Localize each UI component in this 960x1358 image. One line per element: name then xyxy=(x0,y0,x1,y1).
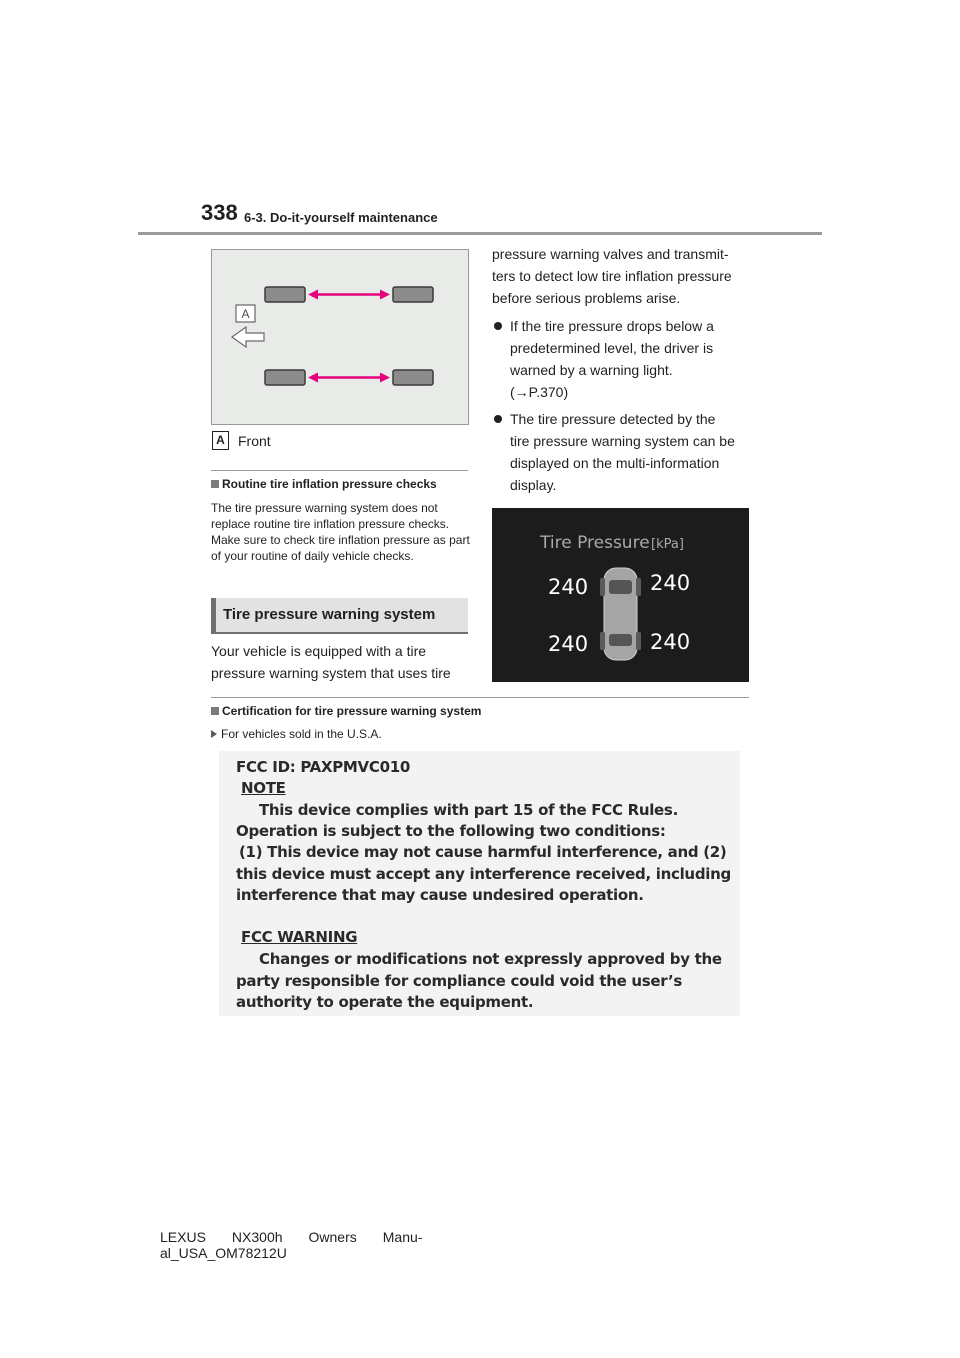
bullet2-line-2: tire pressure warning system can be xyxy=(510,433,735,449)
front-direction-arrow-icon xyxy=(232,327,264,347)
fcc-warning-line-3: authority to operate the equipment. xyxy=(236,993,534,1011)
heading-bar xyxy=(211,598,216,634)
section-title: 6-3. Do-it-yourself maintenance xyxy=(244,210,438,225)
legend-badge: A xyxy=(212,431,229,450)
routine-heading-text: Routine tire inflation pressure checks xyxy=(222,477,437,491)
tire-rear-right-icon xyxy=(393,370,433,385)
fcc-note-line-5: interference that may cause undesired operation. xyxy=(236,886,644,904)
footer-brand: LEXUS xyxy=(160,1229,206,1245)
bullet2-line-1: The tire pressure detected by the xyxy=(510,411,716,427)
fcc-note-line-4: this device must accept any interference received, including xyxy=(236,865,731,883)
tpws-intro-line-1: Your vehicle is equipped with a tire xyxy=(211,643,427,659)
display-title: Tire Pressure xyxy=(540,533,650,553)
bullet1-line-4: (→P.370) xyxy=(510,384,569,400)
footer-line-2: al_USA_OM78212U xyxy=(160,1245,287,1261)
square-bullet-icon xyxy=(211,480,219,488)
display-unit: [kPa] xyxy=(651,537,684,552)
footer-line-1 xyxy=(160,1229,422,1245)
footer xyxy=(160,1229,422,1261)
footer-manu: Manu- xyxy=(382,1229,423,1245)
label-a: A xyxy=(241,307,250,321)
tire-rear-left-icon xyxy=(393,287,433,302)
header-divider xyxy=(138,232,822,235)
tire-front-right-icon xyxy=(265,370,305,385)
fcc-warning-heading: FCC WARNING xyxy=(241,928,358,946)
car-top-view-icon xyxy=(600,568,641,660)
tpws-cont-line-2: ters to detect low tire inflation pressure xyxy=(492,268,732,284)
tpws-intro-line-2: pressure warning system that uses tire xyxy=(211,665,451,681)
fcc-note-line-3: (1) This device may not cause harmful interference, and (2) xyxy=(239,843,727,861)
footer-owners: Owners xyxy=(308,1229,357,1245)
bullet1-line-1: If the tire pressure drops below a xyxy=(510,318,714,334)
bullet1-line-2: predetermined level, the driver is xyxy=(510,340,714,356)
bullet-display xyxy=(492,408,752,496)
pressure-front-right: 240 xyxy=(650,571,691,595)
tpws-heading-text: Tire pressure warning system xyxy=(223,606,436,623)
bullet2-line-3: displayed on the multi-information xyxy=(510,455,720,471)
legend-text: Front xyxy=(238,432,271,449)
fcc-statement xyxy=(219,751,740,1016)
pressure-front-left: 240 xyxy=(548,575,589,599)
figure-legend xyxy=(212,431,271,450)
footer-model: NX300h xyxy=(231,1229,283,1245)
pressure-rear-left: 240 xyxy=(548,632,589,656)
bullet2-line-4: display. xyxy=(510,477,557,493)
fcc-warning-line-2: party responsible for compliance could void the user’s xyxy=(236,972,683,990)
fcc-warning-line-1: Changes or modifications not expressly approved by the xyxy=(259,950,722,968)
routine-heading xyxy=(211,477,437,491)
routine-text: The tire pressure warning system does not replace routine tire inflation pressure checks. Make sure to check tire inflation pressure as part of your routine of daily vehicle checks. xyxy=(211,501,470,563)
routine-divider xyxy=(211,470,468,471)
tire-diagram xyxy=(211,249,469,425)
fcc-id: FCC ID: PAXPMVC010 xyxy=(236,758,410,776)
tpws-heading xyxy=(211,598,468,634)
tire-pressure-display xyxy=(492,508,749,682)
bullet-dot-icon xyxy=(494,415,502,423)
certification-heading-text: Certification for tire pressure warning system xyxy=(222,704,482,718)
pressure-rear-right: 240 xyxy=(650,630,691,654)
triangle-bullet-icon xyxy=(211,730,217,738)
tire-diagram-graphic xyxy=(212,250,468,424)
page-number: 338 xyxy=(201,200,238,225)
rotation-arrow-top-icon xyxy=(308,290,390,300)
region-text: For vehicles sold in the U.S.A. xyxy=(221,727,382,741)
certification-divider xyxy=(211,697,749,698)
fcc-note-line-1: This device complies with part 15 of the FCC Rules. xyxy=(259,801,678,819)
bullet1-line-3: warned by a warning light. xyxy=(510,362,673,378)
bullet-warning-light xyxy=(492,315,752,403)
tire-front-left-icon xyxy=(265,287,305,302)
square-bullet-icon xyxy=(211,707,219,715)
fcc-note-heading: NOTE xyxy=(241,779,286,797)
rotation-arrow-bottom-icon xyxy=(308,373,390,383)
certification-heading xyxy=(211,704,481,718)
fcc-note-line-2: Operation is subject to the following two conditions: xyxy=(236,822,666,840)
tire-pressure-display-graphic xyxy=(492,508,749,682)
bullet-dot-icon xyxy=(494,322,502,330)
tpws-cont-line-1: pressure warning valves and transmit- xyxy=(492,246,729,262)
tpws-cont-line-3: before serious problems arise. xyxy=(492,290,681,306)
region-line xyxy=(211,727,382,741)
